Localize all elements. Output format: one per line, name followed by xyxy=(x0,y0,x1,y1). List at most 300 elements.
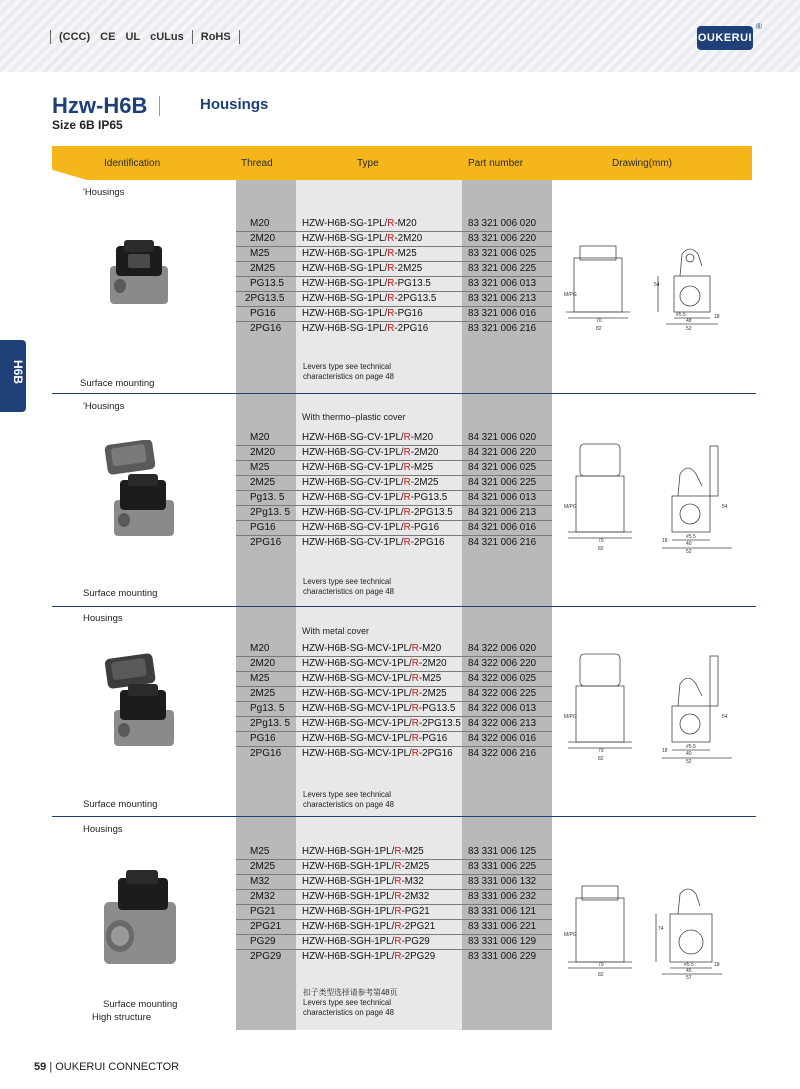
dim-label: M/PG xyxy=(564,714,577,720)
part-number-cell: 83 331 006 221 xyxy=(468,921,537,932)
ce-mark: CE xyxy=(100,31,116,43)
type-suffix: -2M20 xyxy=(418,658,447,669)
thread-cell: PG13.5 xyxy=(250,278,284,289)
type-prefix: HZW-H6B-SG-1PL/ xyxy=(302,278,388,289)
section-side-tab xyxy=(0,340,26,412)
thread-cell: 2M25 xyxy=(250,263,276,274)
type-suffix: -2M32 xyxy=(401,891,430,902)
part-number-cell: 84 321 006 216 xyxy=(468,537,537,548)
type-cell xyxy=(302,846,424,857)
type-suffix: -M25 xyxy=(410,462,434,473)
section-divider xyxy=(52,393,756,394)
type-suffix: -M25 xyxy=(401,846,424,857)
type-prefix: HZW-H6B-SG-1PL/ xyxy=(302,233,388,244)
type-suffix: -PG13.5 xyxy=(410,492,448,503)
type-r: R xyxy=(387,263,395,274)
type-cell xyxy=(302,293,436,304)
row-rule xyxy=(236,889,552,890)
thread-cell: 2Pg13. 5 xyxy=(250,718,291,729)
type-prefix: HZW-H6B-SG-MCV-1PL/ xyxy=(302,643,412,654)
part-number-cell: 84 321 006 213 xyxy=(468,507,537,518)
part-number-cell: 84 321 006 225 xyxy=(468,477,537,488)
row-rule xyxy=(236,306,552,307)
part-number-cell: 83 321 006 225 xyxy=(468,263,537,274)
type-r: R xyxy=(394,891,402,902)
thread-cell: 2M32 xyxy=(250,891,276,902)
dim-label: 70 xyxy=(598,962,604,968)
row-rule xyxy=(236,919,552,920)
row-rule xyxy=(236,746,552,747)
thread-cell: M20 xyxy=(250,643,270,654)
type-suffix: -2PG16 xyxy=(418,748,453,759)
type-suffix: -2M25 xyxy=(418,688,447,699)
divider xyxy=(239,30,240,44)
type-prefix: HZW-H6B-SG-CV-1PL/ xyxy=(302,477,404,488)
type-cell xyxy=(302,643,441,654)
dim-label: M/PG xyxy=(564,292,577,298)
mount-label: Surface mounting xyxy=(83,799,158,810)
footer-divider: | xyxy=(49,1061,56,1073)
dim-label: 18 xyxy=(662,538,668,544)
thread-cell: 2M20 xyxy=(250,447,276,458)
type-prefix: HZW-H6B-SG-1PL/ xyxy=(302,293,388,304)
type-prefix: HZW-H6B-SG-MCV-1PL/ xyxy=(302,748,412,759)
section-title: 'Housings xyxy=(83,401,125,412)
type-prefix: HZW-H6B-SGH-1PL/ xyxy=(302,936,395,947)
type-suffix: -2PG13.5 xyxy=(394,293,437,304)
type-prefix: HZW-H6B-SG-1PL/ xyxy=(302,263,388,274)
page-number: 59 xyxy=(34,1061,47,1073)
levers-note-line: characteristics on page 48 xyxy=(303,800,395,809)
size-rating: Size 6B IP65 xyxy=(52,118,123,132)
type-r: R xyxy=(411,643,419,654)
type-r: R xyxy=(394,936,402,947)
levers-note-line: Levers type see technical xyxy=(303,362,391,371)
row-rule xyxy=(236,701,552,702)
type-suffix: -2M25 xyxy=(401,861,430,872)
type-prefix: HZW-H6B-SGH-1PL/ xyxy=(302,921,395,932)
table-row xyxy=(0,846,800,860)
levers-note-line: Levers type see technical xyxy=(303,998,391,1007)
type-prefix: HZW-H6B-SG-MCV-1PL/ xyxy=(302,733,412,744)
type-suffix: -2PG13.5 xyxy=(418,718,461,729)
type-r: R xyxy=(411,658,419,669)
type-prefix: HZW-H6B-SGH-1PL/ xyxy=(302,846,395,857)
table-row xyxy=(0,218,800,232)
part-number-cell: 84 322 006 213 xyxy=(468,718,537,729)
thread-cell: M32 xyxy=(250,876,270,887)
type-cell xyxy=(302,673,441,684)
type-r: R xyxy=(403,492,411,503)
part-number-cell: 84 321 006 013 xyxy=(468,492,537,503)
type-cell xyxy=(302,733,447,744)
type-r: R xyxy=(394,861,402,872)
type-r: R xyxy=(403,522,411,533)
part-number-cell: 83 321 006 013 xyxy=(468,278,537,289)
thread-cell: 2M25 xyxy=(250,688,276,699)
thread-cell: PG16 xyxy=(250,308,276,319)
row-rule xyxy=(236,859,552,860)
type-suffix: -2M25 xyxy=(410,477,439,488)
row-rule xyxy=(236,505,552,506)
type-cell xyxy=(302,522,439,533)
row-rule xyxy=(236,291,552,292)
dim-label: 70 xyxy=(596,318,602,324)
section-divider xyxy=(52,606,756,607)
dim-label: 82 xyxy=(596,326,602,332)
part-number-cell: 84 322 006 225 xyxy=(468,688,537,699)
levers-note xyxy=(303,988,397,1018)
type-cell xyxy=(302,492,447,503)
type-suffix: -PG16 xyxy=(410,522,440,533)
levers-note-line: Levers type see technical xyxy=(303,577,391,586)
thread-cell: M25 xyxy=(250,846,270,857)
part-number-cell: 83 321 006 213 xyxy=(468,293,537,304)
levers-note xyxy=(303,362,394,382)
type-r: R xyxy=(387,248,395,259)
type-cell xyxy=(302,718,461,729)
row-rule xyxy=(236,934,552,935)
side-tab-label: H6B xyxy=(11,359,26,385)
mount-label: Surface mounting xyxy=(80,378,155,389)
dim-label: 57 xyxy=(686,975,692,980)
thread-cell: 2Pg13. 5 xyxy=(250,507,291,518)
column-header-part-number: Part number xyxy=(468,158,524,169)
type-r: R xyxy=(394,876,402,887)
type-prefix: HZW-H6B-SG-CV-1PL/ xyxy=(302,462,404,473)
row-rule xyxy=(236,716,552,717)
ul-mark: UL xyxy=(125,31,141,43)
page-subtitle: Housings xyxy=(200,96,269,113)
type-suffix: -2PG13.5 xyxy=(410,507,453,518)
section-divider xyxy=(52,816,756,817)
type-cell xyxy=(302,218,417,229)
thread-cell: 2PG29 xyxy=(250,951,282,962)
part-number-cell: 84 321 006 025 xyxy=(468,462,537,473)
thread-cell: 2PG21 xyxy=(250,921,282,932)
section-title: Housings xyxy=(83,613,123,624)
dim-label: 18 xyxy=(662,748,668,754)
type-suffix: -2M25 xyxy=(394,263,423,274)
type-r: R xyxy=(394,951,402,962)
type-r: R xyxy=(387,308,395,319)
type-cell xyxy=(302,951,435,962)
part-number-cell: 83 331 006 121 xyxy=(468,906,537,917)
part-number-cell: 83 331 006 132 xyxy=(468,876,537,887)
ccc-mark: (CCC) xyxy=(59,31,91,43)
brand-logo: OUKERUI xyxy=(697,26,753,50)
type-r: R xyxy=(387,323,395,334)
type-r: R xyxy=(387,278,395,289)
dim-label: 18 xyxy=(714,962,720,968)
row-rule xyxy=(236,904,552,905)
rohs-mark: RoHS xyxy=(200,31,231,43)
type-cell xyxy=(302,876,424,887)
part-number-cell: 83 321 006 025 xyxy=(468,248,537,259)
type-prefix: HZW-H6B-SG-CV-1PL/ xyxy=(302,537,404,548)
type-prefix: HZW-H6B-SGH-1PL/ xyxy=(302,951,395,962)
row-rule xyxy=(236,445,552,446)
row-rule xyxy=(236,656,552,657)
thread-cell: 2M25 xyxy=(250,861,276,872)
thread-cell: 2M20 xyxy=(250,233,276,244)
row-rule xyxy=(236,874,552,875)
thread-cell: 2PG16 xyxy=(250,323,282,334)
mount-label: Surface mounting xyxy=(103,999,178,1010)
part-number-cell: 83 321 006 220 xyxy=(468,233,537,244)
type-prefix: HZW-H6B-SG-MCV-1PL/ xyxy=(302,673,412,684)
part-number-cell: 83 321 006 016 xyxy=(468,308,537,319)
levers-note-line: characteristics on page 48 xyxy=(303,372,395,381)
section-title: 'Housings xyxy=(83,187,125,198)
dim-label: M/PG xyxy=(564,504,577,510)
type-prefix: HZW-H6B-SG-1PL/ xyxy=(302,308,388,319)
levers-note xyxy=(303,790,394,810)
type-cell xyxy=(302,233,422,244)
type-prefix: HZW-H6B-SG-MCV-1PL/ xyxy=(302,718,412,729)
row-rule xyxy=(236,246,552,247)
row-rule xyxy=(236,460,552,461)
thread-cell: 2M25 xyxy=(250,477,276,488)
type-r: R xyxy=(411,733,419,744)
thread-cell: M20 xyxy=(250,432,270,443)
thread-cell: PG29 xyxy=(250,936,276,947)
type-cell xyxy=(302,748,453,759)
dimension-drawing xyxy=(562,438,742,568)
dim-label: 70 xyxy=(598,748,604,754)
type-prefix: HZW-H6B-SG-CV-1PL/ xyxy=(302,492,404,503)
dimension-drawing xyxy=(562,236,732,336)
dim-label: 82 xyxy=(598,756,604,762)
row-rule xyxy=(236,475,552,476)
column-header-drawing: Drawing(mm) xyxy=(612,158,672,169)
column-header-type: Type xyxy=(357,158,379,169)
section-title: Housings xyxy=(83,824,123,835)
dim-label: 48 xyxy=(686,318,692,324)
type-prefix: HZW-H6B-SG-1PL/ xyxy=(302,248,388,259)
part-number-cell: 83 331 006 225 xyxy=(468,861,537,872)
dim-label: 52 xyxy=(686,326,692,332)
type-cell xyxy=(302,477,438,488)
type-prefix: HZW-H6B-SG-CV-1PL/ xyxy=(302,432,404,443)
dim-label: #5.5 xyxy=(684,962,694,968)
dim-label: 40 xyxy=(686,541,692,547)
row-rule xyxy=(236,261,552,262)
page-footer xyxy=(34,1061,179,1073)
row-rule xyxy=(236,671,552,672)
dim-label: 45 xyxy=(686,968,692,974)
type-r: R xyxy=(403,477,411,488)
dim-label: 52 xyxy=(686,759,692,765)
column-header-identification: Identification xyxy=(104,158,161,169)
housing-photo xyxy=(100,650,180,750)
thread-cell: PG21 xyxy=(250,906,276,917)
type-cell xyxy=(302,323,428,334)
thread-cell: PG16 xyxy=(250,522,276,533)
part-number-cell: 84 322 006 013 xyxy=(468,703,537,714)
type-prefix: HZW-H6B-SGH-1PL/ xyxy=(302,861,395,872)
part-number-cell: 84 322 006 016 xyxy=(468,733,537,744)
housing-photo xyxy=(100,440,180,540)
mount-label: Surface mounting xyxy=(83,588,158,599)
dim-label: 54 xyxy=(654,282,660,288)
type-suffix: -M20 xyxy=(394,218,417,229)
type-cell xyxy=(302,921,435,932)
levers-note-line: Levers type see technical xyxy=(303,790,391,799)
type-suffix: -PG13.5 xyxy=(418,703,456,714)
type-r: R xyxy=(403,462,411,473)
type-suffix: -2PG16 xyxy=(410,537,445,548)
type-r: R xyxy=(411,688,419,699)
type-cell xyxy=(302,537,444,548)
dim-label: M/PG xyxy=(564,932,577,938)
levers-note-line: 扣子类型选择请参考第48页 xyxy=(303,988,398,997)
levers-note xyxy=(303,577,394,597)
divider xyxy=(50,30,51,44)
thread-cell: Pg13. 5 xyxy=(250,492,285,503)
part-number-cell: 83 331 006 129 xyxy=(468,936,537,947)
type-r: R xyxy=(411,703,419,714)
levers-note-line: characteristics on page 48 xyxy=(303,1008,395,1017)
thread-cell: M20 xyxy=(250,218,270,229)
type-r: R xyxy=(387,293,395,304)
type-r: R xyxy=(394,906,402,917)
registered-mark: ® xyxy=(756,22,762,31)
type-suffix: -2M20 xyxy=(410,447,439,458)
dim-label: 52 xyxy=(686,549,692,555)
type-suffix: -2PG29 xyxy=(401,951,436,962)
type-r: R xyxy=(403,537,411,548)
row-rule xyxy=(236,686,552,687)
thread-cell: 2M20 xyxy=(250,658,276,669)
thread-cell: 2PG13.5 xyxy=(245,293,285,304)
dim-label: 82 xyxy=(598,546,604,552)
part-number-cell: 84 321 006 016 xyxy=(468,522,537,533)
thread-cell: M25 xyxy=(250,462,270,473)
dim-label: 82 xyxy=(598,972,604,978)
title-divider xyxy=(159,96,160,116)
row-rule xyxy=(236,321,552,322)
type-prefix: HZW-H6B-SG-CV-1PL/ xyxy=(302,522,404,533)
certification-strip xyxy=(50,30,240,44)
part-number-cell: 84 321 006 020 xyxy=(468,432,537,443)
thread-cell: M25 xyxy=(250,673,270,684)
type-suffix: -PG29 xyxy=(401,936,430,947)
type-cell xyxy=(302,263,422,274)
housing-photo xyxy=(104,236,174,308)
dim-label: 70 xyxy=(598,538,604,544)
type-cell xyxy=(302,278,431,289)
row-rule xyxy=(236,731,552,732)
part-number-cell: 83 331 006 232 xyxy=(468,891,537,902)
type-r: R xyxy=(403,507,411,518)
type-cell xyxy=(302,462,433,473)
type-prefix: HZW-H6B-SG-MCV-1PL/ xyxy=(302,703,412,714)
type-r: R xyxy=(411,718,419,729)
type-cell xyxy=(302,936,430,947)
type-r: R xyxy=(394,921,402,932)
dim-label: #5.5 xyxy=(676,312,686,318)
type-suffix: -M20 xyxy=(418,643,442,654)
dimension-drawing xyxy=(562,650,742,770)
type-prefix: HZW-H6B-SG-1PL/ xyxy=(302,323,388,334)
type-suffix: -2PG21 xyxy=(401,921,436,932)
type-cell xyxy=(302,432,433,443)
type-r: R xyxy=(403,432,411,443)
row-rule xyxy=(236,520,552,521)
thread-cell: M25 xyxy=(250,248,270,259)
type-cell xyxy=(302,658,447,669)
type-suffix: -M32 xyxy=(401,876,424,887)
dim-label: 54 xyxy=(722,504,728,510)
type-cell xyxy=(302,688,447,699)
part-number-cell: 83 321 006 020 xyxy=(468,218,537,229)
row-rule xyxy=(236,535,552,536)
type-suffix: -2PG16 xyxy=(394,323,429,334)
part-number-cell: 84 322 006 220 xyxy=(468,658,537,669)
part-number-cell: 84 322 006 020 xyxy=(468,643,537,654)
row-rule xyxy=(236,490,552,491)
type-prefix: HZW-H6B-SG-CV-1PL/ xyxy=(302,507,404,518)
type-suffix: -PG16 xyxy=(394,308,423,319)
type-suffix: -PG21 xyxy=(401,906,430,917)
type-suffix: -M20 xyxy=(410,432,434,443)
dim-label: 74 xyxy=(658,926,664,932)
type-prefix: HZW-H6B-SG-MCV-1PL/ xyxy=(302,658,412,669)
housing-photo xyxy=(96,864,184,968)
thread-cell: Pg13. 5 xyxy=(250,703,285,714)
part-number-cell: 83 331 006 125 xyxy=(468,846,537,857)
thread-cell: PG16 xyxy=(250,733,276,744)
part-number-cell: 84 322 006 025 xyxy=(468,673,537,684)
type-cell xyxy=(302,891,429,902)
thread-cell: 2PG16 xyxy=(250,537,282,548)
type-cell xyxy=(302,248,417,259)
part-number-cell: 83 321 006 216 xyxy=(468,323,537,334)
type-suffix: -PG16 xyxy=(418,733,448,744)
dim-label: 54 xyxy=(722,714,728,720)
part-number-cell: 84 321 006 220 xyxy=(468,447,537,458)
type-cell xyxy=(302,861,429,872)
type-suffix: -M25 xyxy=(394,248,417,259)
type-prefix: HZW-H6B-SG-1PL/ xyxy=(302,218,388,229)
culus-mark: cULus xyxy=(150,31,184,43)
section-note: With thermo–plastic cover xyxy=(302,412,406,422)
type-r: R xyxy=(387,218,395,229)
levers-note-line: characteristics on page 48 xyxy=(303,587,395,596)
type-r: R xyxy=(387,233,395,244)
dim-label: #5.5 xyxy=(686,534,696,540)
section-note: With metal cover xyxy=(302,626,370,636)
type-prefix: HZW-H6B-SG-CV-1PL/ xyxy=(302,447,404,458)
type-suffix: -2M20 xyxy=(394,233,423,244)
dim-label: 40 xyxy=(686,751,692,757)
column-header-thread: Thread xyxy=(241,158,273,169)
type-cell xyxy=(302,507,453,518)
type-cell xyxy=(302,906,430,917)
type-r: R xyxy=(403,447,411,458)
row-rule xyxy=(236,949,552,950)
type-r: R xyxy=(411,748,419,759)
divider xyxy=(192,30,193,44)
dim-label: #5.5 xyxy=(686,744,696,750)
thread-cell: 2PG16 xyxy=(250,748,282,759)
type-cell xyxy=(302,308,423,319)
part-number-cell: 84 322 006 216 xyxy=(468,748,537,759)
type-r: R xyxy=(394,846,402,857)
dim-label: 18 xyxy=(714,314,720,320)
dimension-drawing xyxy=(562,880,742,980)
